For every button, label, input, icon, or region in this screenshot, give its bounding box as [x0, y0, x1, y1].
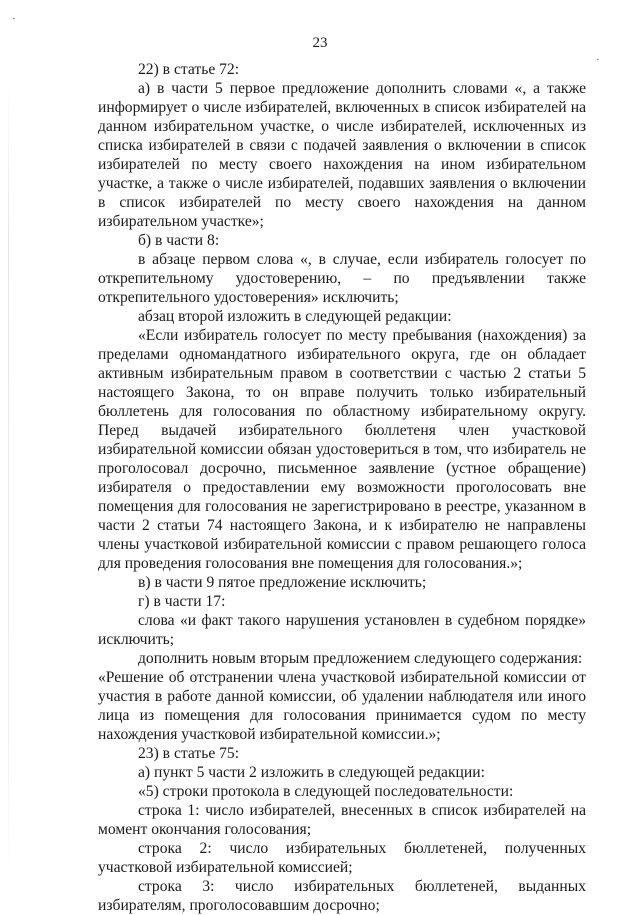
paragraph-text: в абзаце первом слова «, в случае, если избиратель голосует по открепительному удостоверению, – по предъявлении также открепительного удостоверения» исключить; [98, 251, 586, 306]
paragraph-item-22: 22) в статье 72: [138, 61, 240, 78]
paragraph-quote: «Решение об отстранении члена участковой избирательной комиссии от участия в работе данной комиссии, об удалении наблюдателя или иного лица из помещения для голосования принимается судом по месту нахождения участковой избирательной комиссии.»; [98, 669, 586, 743]
paragraph-text: дополнить новым вторым предложением следующего содержания: [138, 650, 583, 667]
paragraph-quote: «Если избиратель голосует по месту пребывания (нахождения) за пределами одномандатного избирательного округа, где он обладает активным избирательным правом в соответствии с частью 2 статьи 5 настоящего Закона, то он вправе получить только избирательный бюллетень для голосования по областному избирательному округу. Перед выдачей избирательного бюллетеня член участковой избирательной комиссии обязан удостовериться в том, что избиратель не проголосовал досрочно, письменное заявление (устное обращение) избирателя о предоставлении ему возможности проголосовать вне помещения для голосования не зарегистрировано в реестре, указанном в части 2 статьи 74 настоящего Закона, и к избирателю не направлены члены участковой избирательной комиссии с правом решающего голоса для проведения голосования вне помещения для голосования.»; [98, 327, 586, 572]
paragraph-item-23: 23) в статье 75: [138, 745, 240, 762]
scan-edge-line [8, 80, 9, 880]
paragraph-row-line: строка 1: число избирателей, внесенных в список избирателей на момент окончания голосования; [98, 802, 586, 838]
scan-speck-mark: · [12, 13, 16, 25]
paragraph-quote: «5) строки протокола в следующей последовательности: [138, 783, 514, 800]
paragraph-subitem-a: а) в части 5 первое предложение дополнить словами «, а также информирует о числе избирателей, включенных в список избирателей на данном избирательном участке, о числе избирателей, исключенных из списка избирателей в связи с подачей заявления о включении в список избирателей по месту своего нахождения на ином избирательном участке, а также о числе избирателей, подавших заявления о включении в список избирателей по месту своего нахождения на данном избирательном участке»; [98, 80, 586, 230]
paragraph-subitem-v: в) в части 9 пятое предложение исключить; [138, 574, 427, 591]
paragraph-subitem-g: г) в части 17: [138, 593, 226, 610]
paragraph-subitem-b: б) в части 8: [138, 232, 220, 249]
paragraph-text: абзац второй изложить в следующей редакции: [138, 308, 452, 325]
paragraph-subitem-a: а) пункт 5 части 2 изложить в следующей редакции: [138, 764, 485, 781]
page-number: 23 [312, 35, 328, 51]
paragraph-row-line: строка 3: число избирательных бюллетеней, выданных избирателям, проголосовавшим досрочно; [98, 878, 586, 914]
scan-speck-mark: · [596, 54, 600, 66]
document-body [98, 60, 586, 915]
paragraph-text: слова «и факт такого нарушения установлен в судебном порядке» исключить; [98, 612, 586, 648]
paragraph-row-line: строка 2: число избирательных бюллетеней, полученных участковой избирательной комиссией; [98, 840, 586, 876]
